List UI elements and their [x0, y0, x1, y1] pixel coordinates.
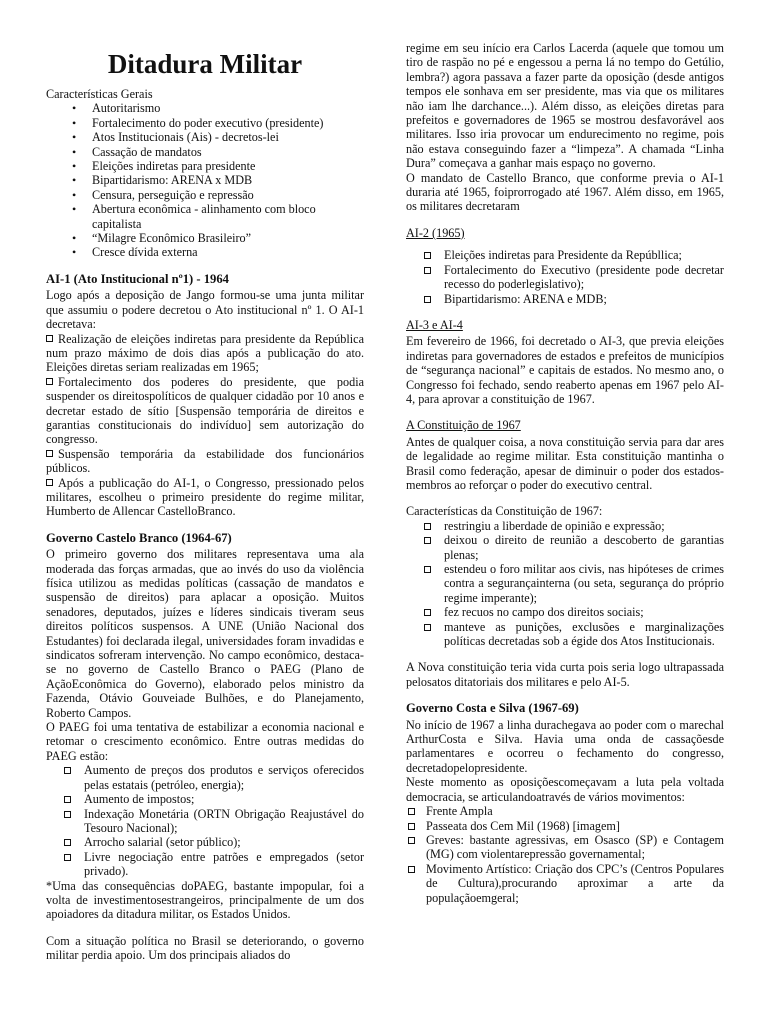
list-item: Indexação Monetária (ORTN Obrigação Reajustável do Tesouro Nacional); — [46, 807, 364, 836]
checkbox-bullet-icon — [64, 854, 71, 861]
list-item: Bipartidarismo: ARENA e MDB; — [406, 292, 724, 306]
list-item: • Cresce dívida externa — [46, 245, 364, 259]
list-item: manteve as punições, exclusões e marginalizações políticas decretadas sob a égide dos Atos Institucionais. — [406, 620, 724, 649]
const67-heading: A Constituição de 1967 — [406, 418, 521, 433]
list-item: Eleições indiretas para Presidente da Repúbllica; — [406, 248, 724, 262]
checkbox-bullet-icon — [46, 335, 53, 342]
list-item: Movimento Artístico: Criação dos CPC’s (Centros Populares de Cultura),procurando aproximar a arte da populaçãoemgeral; — [406, 862, 724, 905]
checkbox-bullet-icon — [408, 808, 415, 815]
checkbox-bullet-icon — [46, 479, 53, 486]
checkbox-bullet-icon — [64, 839, 71, 846]
costa-movements-list — [406, 804, 724, 905]
list-item: • Abertura econômica - alinhamento com bloco capitalista — [46, 202, 364, 231]
list-item: • Atos Institucionais (Ais) - decretos-lei — [46, 130, 364, 144]
checkbox-bullet-icon — [408, 866, 415, 873]
checkbox-bullet-icon — [408, 837, 415, 844]
right-column — [406, 41, 724, 905]
const67-list — [406, 519, 724, 649]
checkbox-bullet-icon — [64, 767, 71, 774]
castelo-heading: Governo Castelo Branco (1964-67) — [46, 530, 232, 545]
castelo-paragraph-3-start: Com a situação política no Brasil se deteriorando, o governo militar perdia apoio. Um dos principais aliados do — [46, 933, 364, 963]
checkbox-bullet-icon — [46, 378, 53, 385]
list-item: estendeu o foro militar aos civis, nas hipóteses de crimes contra a segurançainterna (ou seta, segurança do próprio regime imperante); — [406, 562, 724, 605]
castelo-paragraph-2: O PAEG foi uma tentativa de estabilizar a economia nacional e retomar o crescimento econômico. Entre outras medidas do PAEG estão: — [46, 720, 364, 763]
list-item: Livre negociação entre patrões e empregados (setor privado). — [46, 850, 364, 879]
checkbox-bullet-icon — [424, 609, 431, 616]
const67-label: Características da Constituição de 1967: — [406, 504, 603, 519]
ai34-text: Em fevereiro de 1966, foi decretado o AI-3, que previa eleições indiretas para governadores de estados e prefeitos de municípios de “segurança nacional” e capitais de estados. No mesmo ano, o Congresso foi fechado, sendo reaberto apenas em 1967 pelo AI-4, para aprovar a constituição de 1967. — [406, 334, 724, 406]
checkbox-bullet-icon — [46, 450, 53, 457]
ai2-list — [406, 248, 724, 306]
checkbox-bullet-icon — [64, 811, 71, 818]
list-item: • Fortalecimento do poder executivo (presidente) — [46, 116, 364, 130]
ai2-heading: AI-2 (1965) — [406, 225, 465, 240]
list-item: • Autoritarismo — [46, 101, 364, 115]
list-item: • Bipartidarismo: ARENA x MDB — [46, 173, 364, 187]
checkbox-bullet-icon — [408, 823, 415, 830]
list-item: restringiu a liberdade de opinião e expressão; — [406, 519, 724, 533]
list-item: Frente Ampla — [406, 804, 724, 818]
paeg-list — [46, 763, 364, 878]
left-column — [46, 0, 364, 963]
costa-paragraph-2: Neste momento as oposiçõescomeçavam a luta pela voltada democracia, se articulandoatravés de vários movimentos: — [406, 775, 724, 804]
list-item: • Eleições indiretas para presidente — [46, 159, 364, 173]
checkbox-bullet-icon — [424, 566, 431, 573]
list-item: • Censura, perseguição e repressão — [46, 188, 364, 202]
ai1-item: Suspensão temporária da estabilidade dos funcionários públicos. — [46, 446, 364, 476]
list-item: • Cassação de mandatos — [46, 145, 364, 159]
ai1-intro: Logo após a deposição de Jango formou-se uma junta militar que assumiu o podere decretou o Ato institucional nº 1. O AI-1 decretava: — [46, 288, 364, 332]
ai34-heading: AI-3 e AI-4 — [406, 317, 463, 332]
list-item: deixou o direito de reunião a descoberto de garantias plenas; — [406, 533, 724, 562]
castelo-paragraph-3-cont: regime em seu início era Carlos Lacerda (aquele que tomou um tiro de raspão no pé e engessou a perna lá no tempo do Getúlio, lembra?) agora passava a fazer parte da oposição (desde antigos tempos ele sonhava em ser presidente, mas via que os militares não iam lhe darchance...). Além disso, as eleições diretas para prefeitos e governadores de 1965 se mostrou desfavorável aos militares. Isso iria provocar um endurecimento no regime, pois não estava conseguindo fazer a “limpeza”. A chamada “Linha Dura” começava a ganhar mais espaço no governo. — [406, 41, 724, 171]
caracteristicas-label: Características Gerais — [46, 87, 153, 101]
ai1-item: Fortalecimento dos poderes do presidente, que podia suspender os direitospolíticos de qualquer cidadão por 10 anos e decretar estado de sítio [Suspensão temporária de direitos e garantias constitucionais do indivíduo] sem autorização do congresso. — [46, 374, 364, 447]
checkbox-bullet-icon — [424, 537, 431, 544]
checkbox-bullet-icon — [424, 267, 431, 274]
checkbox-bullet-icon — [424, 296, 431, 303]
list-item: Fortalecimento do Executivo (presidente pode decretar recesso do poderlegislativo); — [406, 263, 724, 292]
checkbox-bullet-icon — [64, 796, 71, 803]
document-title: Ditadura Militar — [107, 49, 303, 79]
paeg-note: *Uma das consequências doPAEG, bastante impopular, foi a volta de investimentosestrangeiros, principalmente de um dos apoiadores da ditadura militar, os Estados Unidos. — [46, 878, 364, 922]
costa-paragraph-1: No início de 1967 a linha durachegava ao poder com o marechal ArthurCosta e Silva. Havia uma onda de cassaçõesde parlamentares e ocorreu o fechamento do congresso, decretadopelopresidente. — [406, 717, 724, 775]
checkbox-bullet-icon — [424, 624, 431, 631]
costa-heading: Governo Costa e Silva (1967-69) — [406, 701, 579, 716]
list-item: Arrocho salarial (setor público); — [46, 835, 364, 849]
checkbox-bullet-icon — [424, 523, 431, 530]
ai1-item: Após a publicação do AI-1, o Congresso, pressionado pelos militares, escolheu o primeiro presidente do regime militar, Humberto de Allencar CastelloBranco. — [46, 475, 364, 519]
const67-text: Antes de qualquer coisa, a nova constituição servia para dar ares de legalidade ao regime militar. Esta constituição mantinha o Brasil como federação, apesar de diminuir o poder dos estados-membros ao reforçar o poder do executivo central. — [406, 434, 724, 492]
checkbox-bullet-icon — [424, 252, 431, 259]
list-item: Greves: bastante agressivas, em Osasco (SP) e Contagem (MG) com violentarepressão governamental; — [406, 833, 724, 862]
list-item: Passeata dos Cem Mil (1968) [imagem] — [406, 819, 724, 833]
castelo-paragraph-4: O mandato de Castello Branco, que conforme previa o AI-1 duraria até 1965, foiprorrogado até 1967. Além disso, em 1965, os militares decretaram — [406, 170, 724, 214]
const67-closing: A Nova constituição teria vida curta pois seria logo ultrapassada pelosatos ditatoriais dos militares e pelo AI-5. — [406, 660, 724, 689]
list-item: fez recuos no campo dos direitos sociais; — [406, 605, 724, 619]
list-item: • “Milagre Econômico Brasileiro” — [46, 231, 364, 245]
caracteristicas-list — [46, 101, 364, 259]
ai1-heading: AI-1 (Ato Institucional nº1) - 1964 — [46, 271, 229, 286]
list-item: Aumento de preços dos produtos e serviços oferecidos pelas estatais (petróleo, energia); — [46, 763, 364, 792]
ai1-item: Realização de eleições indiretas para presidente da República num prazo máximo de dois dias após a publicação do ato. Eleições diretas seriam realizadas em 1965; — [46, 331, 364, 375]
castelo-paragraph-1: O primeiro governo dos militares representava uma ala moderada das forças armadas, que ao invés do uso da violência física utilizou as medidas políticas (cassação de mandatos e suspensão de direitos) para aplacar a oposição. Muitos senadores, deputados, juízes e líderes sindicais tiveram seus direitos políticos suspensos. A UNE (União Nacional dos Estudantes) foi declarada ilegal, universidades foram invadidas e sindicatos sofreram intervenção. No campo econômico, destaca-se no governo de Castello Branco o PAEG (Plano de AçãoEconômica do Governo), elaborado pelos ministro da Fazenda, Otávio Gouveiade Bulhões, e do Planejamento, Roberto Campos. — [46, 547, 364, 720]
list-item: Aumento de impostos; — [46, 792, 364, 806]
